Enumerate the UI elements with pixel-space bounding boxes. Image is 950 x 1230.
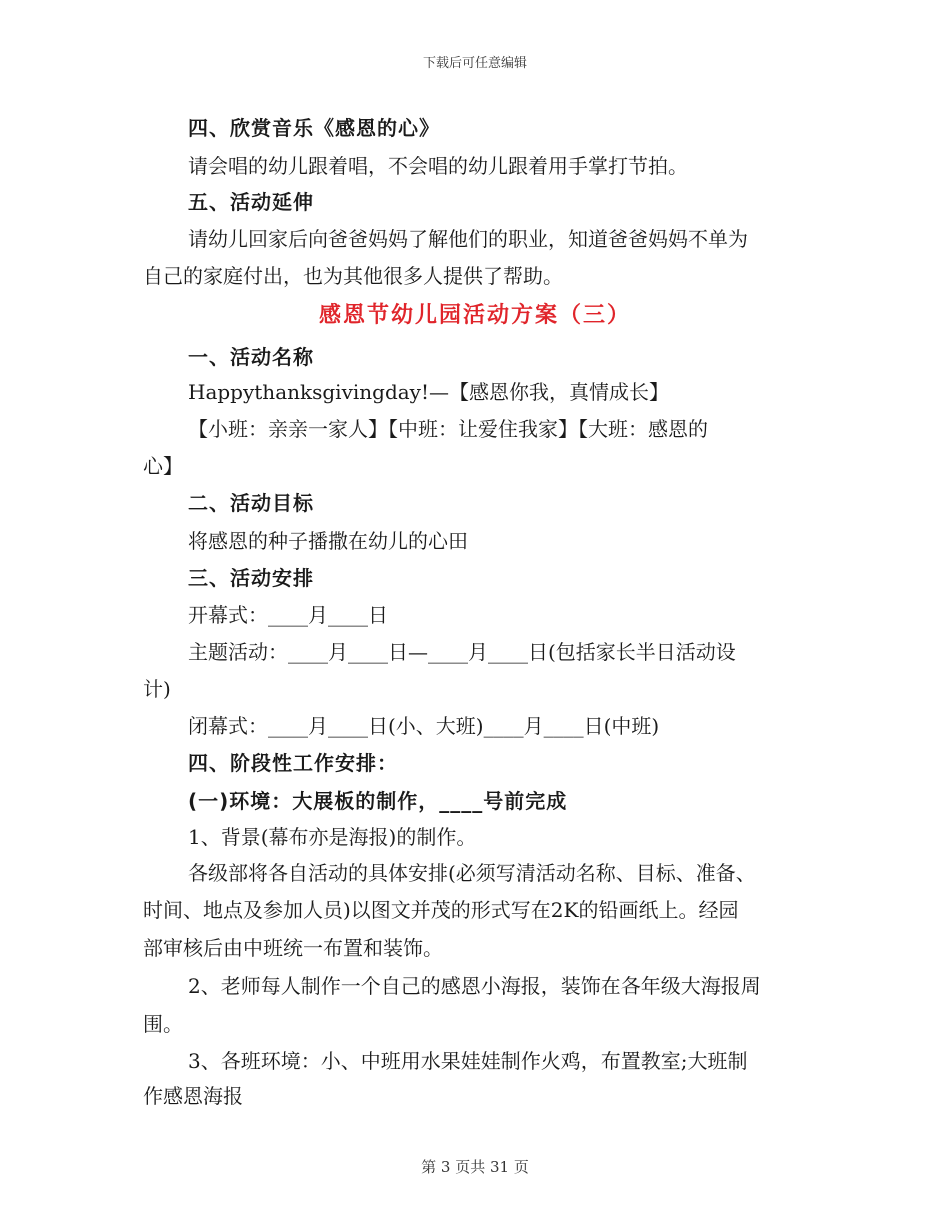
subsection-heading: (一)环境：大展板的制作，____号前完成 xyxy=(188,789,568,813)
page-footer: 第 3 页共 31 页 xyxy=(421,1158,529,1176)
paragraph-line: 1、背景(幕布亦是海报)的制作。 xyxy=(188,825,477,849)
paragraph-line: 计) xyxy=(143,677,171,701)
paragraph-line: 请会唱的幼儿跟着唱，不会唱的幼儿跟着用手掌打节拍。 xyxy=(188,154,688,178)
page-header: 下载后可任意编辑 xyxy=(422,56,527,71)
paragraph-line: 各级部将各自活动的具体安排(必须写清活动名称、目标、准备、 xyxy=(188,861,756,885)
paragraph-line: 2、老师每人制作一个自己的感恩小海报，装饰在各年级大海报周 xyxy=(188,974,761,998)
paragraph-line: 将感恩的种子播撒在幼儿的心田 xyxy=(188,529,468,553)
section-heading: 四、阶段性工作安排： xyxy=(188,751,398,775)
paragraph-line: 时间、地点及参加人员)以图文并茂的形式写在2K的铅画纸上。经园 xyxy=(143,898,739,922)
paragraph-line: 自己的家庭付出，也为其他很多人提供了帮助。 xyxy=(143,264,563,288)
document-title: 感恩节幼儿园活动方案（三） xyxy=(318,303,631,328)
paragraph-line: Happythanksgivingday!—【感恩你我，真情成长】 xyxy=(188,380,670,404)
paragraph-line: 主题活动：____月____日—____月____日(包括家长半日活动设 xyxy=(188,640,736,664)
paragraph-line: 3、各班环境：小、中班用水果娃娃制作火鸡，布置教室;大班制 xyxy=(188,1049,748,1073)
section-heading: 二、活动目标 xyxy=(188,491,314,515)
section-heading: 五、活动延伸 xyxy=(188,190,314,214)
paragraph-line: 闭幕式：____月____日(小、大班)____月____日(中班) xyxy=(188,714,660,738)
section-heading: 一、活动名称 xyxy=(188,345,314,369)
paragraph-line: 请幼儿回家后向爸爸妈妈了解他们的职业，知道爸爸妈妈不单为 xyxy=(188,227,748,251)
section-heading: 三、活动安排 xyxy=(188,566,314,590)
section-heading: 四、欣赏音乐《感恩的心》 xyxy=(188,116,440,140)
paragraph-line: 【小班：亲亲一家人】【中班：让爱住我家】【大班：感恩的 xyxy=(188,417,708,441)
paragraph-line: 围。 xyxy=(143,1012,183,1036)
paragraph-line: 心】 xyxy=(143,454,183,478)
paragraph-line: 部审核后由中班统一布置和装饰。 xyxy=(143,936,443,960)
paragraph-line: 作感恩海报 xyxy=(143,1084,243,1108)
paragraph-line: 开幕式：____月____日 xyxy=(188,603,388,627)
